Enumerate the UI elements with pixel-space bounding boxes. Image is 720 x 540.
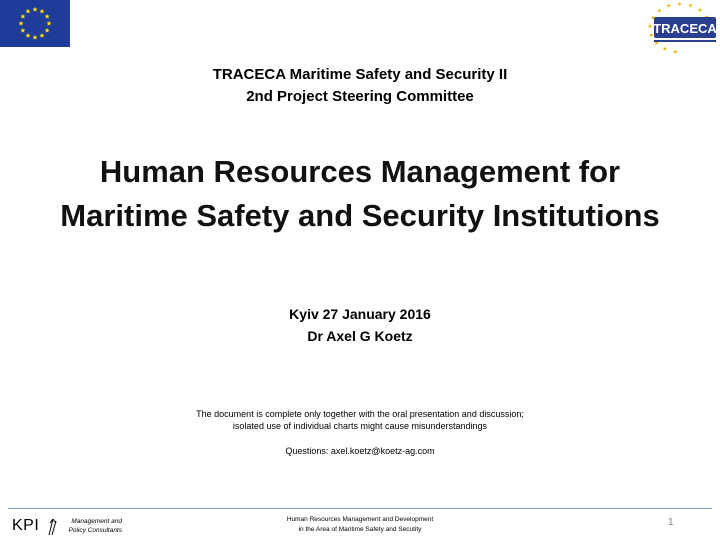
presentation-title bbox=[0, 150, 720, 238]
project-heading bbox=[0, 64, 720, 108]
kpi-logo-text: KPI bbox=[12, 517, 40, 534]
disclaimer-text bbox=[0, 408, 720, 432]
traceca-star bbox=[677, 2, 681, 6]
kpi-sub-line-2: Policy Consultants bbox=[68, 527, 122, 534]
footer-caption-line-2: in the Area of Maritime Safety and Secutity bbox=[298, 526, 422, 533]
kpi-subtitle bbox=[60, 517, 122, 535]
traceca-logo bbox=[636, 2, 720, 56]
title-line-2: Maritime Safety and Security Institutions bbox=[60, 198, 660, 233]
disclaimer-line-1: The document is complete only together with the oral presentation and discussion; bbox=[196, 409, 524, 419]
meeting-info bbox=[0, 303, 720, 347]
footer-divider bbox=[8, 508, 712, 509]
footer-caption bbox=[240, 515, 480, 535]
project-name: TRACECA Maritime Safety and Security II bbox=[212, 66, 508, 83]
traceca-star bbox=[667, 4, 671, 8]
committee-name: 2nd Project Steering Committee bbox=[246, 88, 474, 105]
traceca-star bbox=[663, 47, 667, 51]
svg-text:TRACECA: TRACECA bbox=[653, 21, 717, 36]
kpi-logo bbox=[12, 514, 122, 538]
eu-flag-logo bbox=[0, 0, 70, 47]
kpi-sub-line-1: Management and bbox=[71, 518, 122, 525]
page-number: 1 bbox=[668, 517, 674, 528]
title-line-1: Human Resources Management for bbox=[99, 154, 621, 189]
disclaimer-line-2: isolated use of individual charts might cause misunderstandings bbox=[232, 421, 488, 431]
traceca-star bbox=[698, 8, 702, 12]
traceca-star bbox=[688, 3, 692, 7]
arrow-up-icon bbox=[46, 516, 60, 536]
traceca-star bbox=[673, 50, 677, 54]
footer-caption-line-1: Human Resources Management and Development bbox=[286, 516, 434, 523]
traceca-star bbox=[648, 24, 652, 28]
presenter-name: Dr Axel G Koetz bbox=[307, 328, 413, 344]
place-date: Kyiv 27 January 2016 bbox=[289, 306, 431, 322]
contact-questions: Questions: axel.koetz@koetz-ag.com bbox=[285, 446, 435, 456]
traceca-star bbox=[657, 8, 661, 12]
